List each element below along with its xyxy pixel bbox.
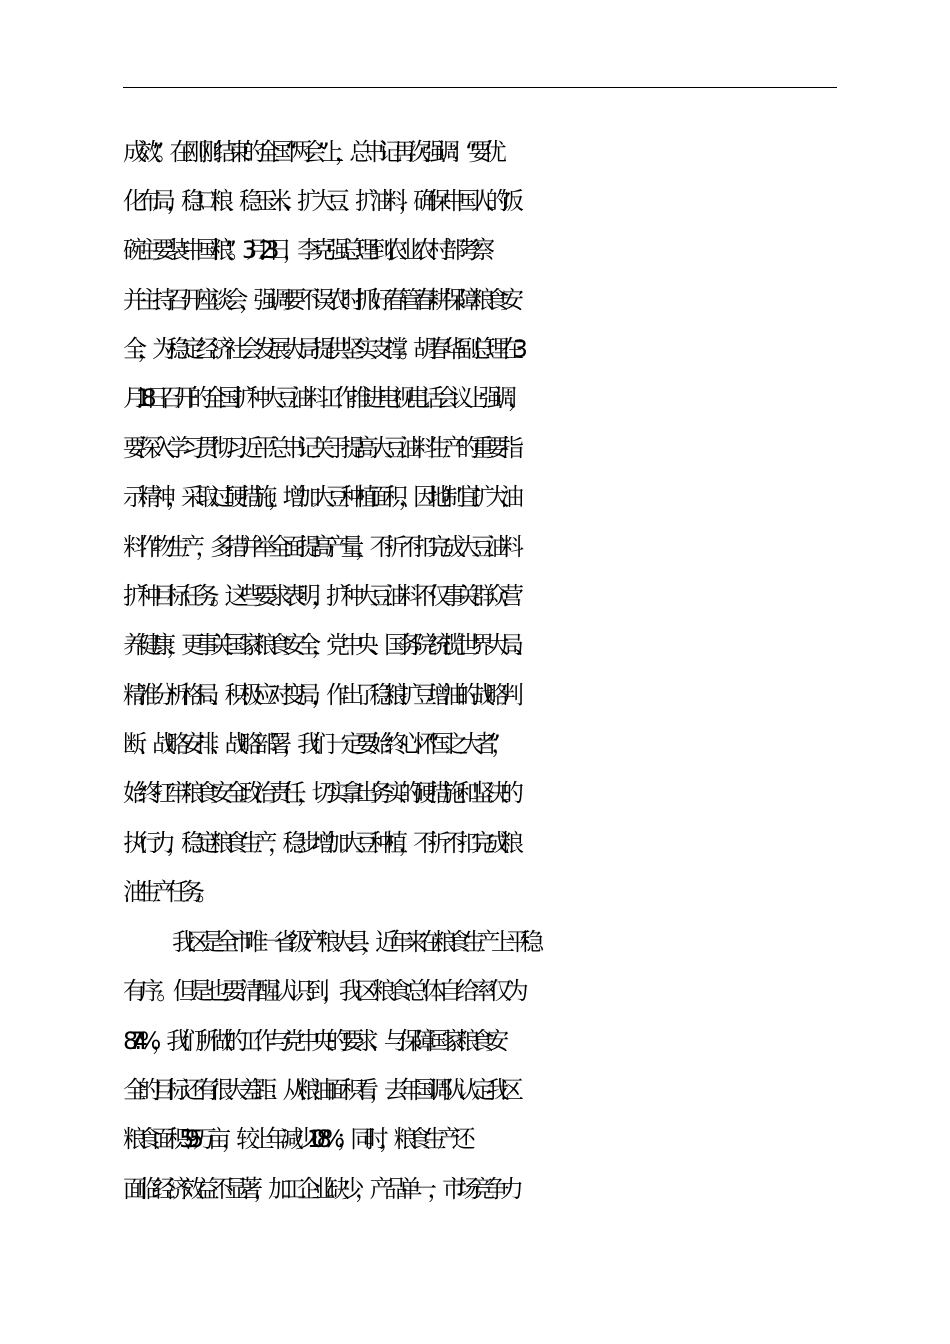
text-line: 执行力，稳定粮食生产，稳步增加大豆种植，不折不扣完成粮 [123, 829, 515, 857]
text-line: 87.4%，我们所做的工作与党中央的要求、与保障国家粮食安 [123, 1027, 500, 1055]
text-line: 油生产任务。 [123, 878, 210, 906]
text-line: 料作物生产，多措并举全面提高产量，不折不扣完成大豆油料 [123, 533, 515, 561]
text-line: 成效”。在刚刚结束的全国“两会”上，总书记再次强调：“要优 [123, 138, 498, 166]
text-line: 面临经济效益不显著，加工企业缺少，产品单一，市场竞争力 [123, 1175, 515, 1203]
text-line: 碗主要装中国粮”。3 月 23 日，李克强总理到农业农村部考察 [123, 236, 486, 264]
text-line: 有序。但是也要清醒认识到，我区粮食总体自给率仅为 [123, 977, 522, 1005]
text-line: 要深入学习贯彻习近平总书记关于提高大豆油料生产的重要指 [123, 434, 515, 462]
text-line: 始终扛牢粮食安全政治责任，切实拿出务实的硬措施和坚决的 [123, 779, 515, 807]
text-line: 并主持召开座谈会，强调要不误农时抓好春管春耕保障粮食安 [123, 286, 515, 314]
text-line: 月 18 日召开的全国扩种大豆油料工作推进电视电话会议上强调， [123, 384, 523, 412]
text-line: 扩种目标任务。这些要求表明，扩种大豆油料不仅事关群众营 [123, 582, 515, 610]
text-line: 全，为稳定经济社会发展大局提供坚实支撑。胡春华副总理在 3 [123, 335, 519, 363]
text-line: 化布局，稳口粮、稳玉米、扩大豆、扩油料，确保中国人的饭 [123, 187, 515, 215]
text-line: 全的目标还有很大差距：从粮油面积看，去年国调队认定我区 [123, 1076, 515, 1104]
header-rule [123, 87, 837, 88]
text-line: 养健康，更事关国家粮食安全，党中央、国务院统揽世界大局、 [123, 631, 529, 659]
text-line: 断、战略安排、战略部署，我们一定要始终心怀“国之大者”， [123, 730, 506, 758]
text-line: 示精神，采取过硬措施，增加大豆种植面积，因地制宜扩大油 [123, 483, 515, 511]
text-line: 我区是全市唯一省级产粮大县，近年来在粮食生产上平稳 [172, 928, 535, 956]
text-line: 粮食面积 59.5 万亩，较上年减少 1.08%；同时，粮食生产还 [123, 1125, 467, 1153]
text-line: 精准分析格局、积极应对变局，作出了稳粮扩豆增油的战略判 [123, 681, 515, 709]
